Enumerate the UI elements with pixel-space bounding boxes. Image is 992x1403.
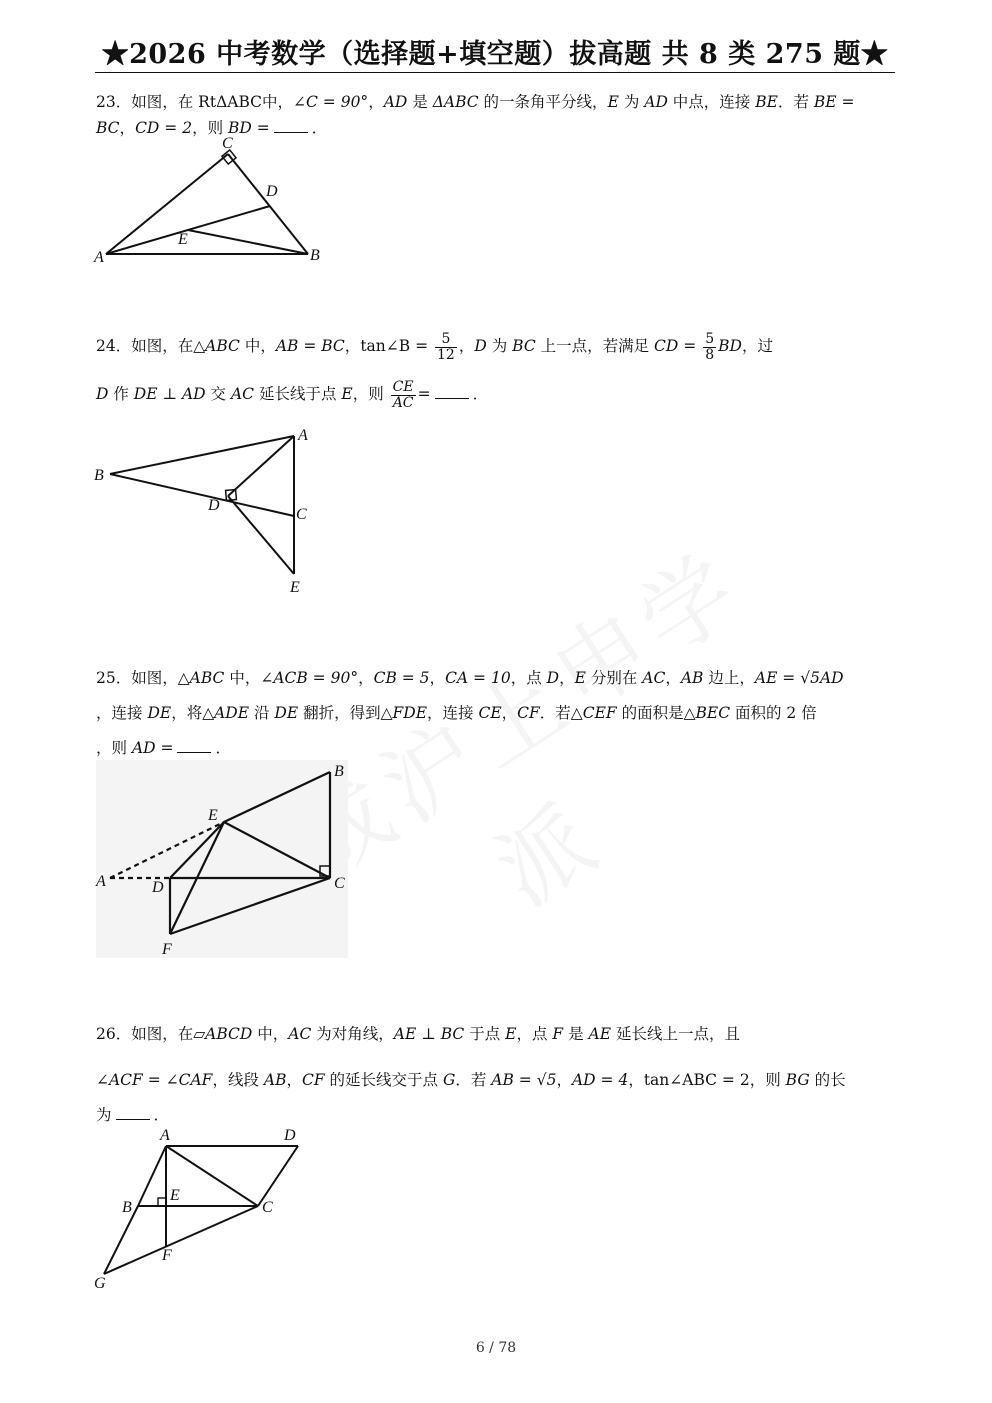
fraction-5-8: $\frac{5}{8}$ — [705, 331, 715, 363]
q26-label-C: C — [262, 1199, 273, 1216]
q23-line1: 23．如图，在 RtΔABC中，∠C = 90°，AD 是 ΔABC 的一条角平分线，E 为 AD 中点，连接 BE．若 BE = — [96, 93, 855, 111]
q26-line3: 为 ． — [96, 1106, 170, 1124]
q26-label-E: E — [170, 1187, 180, 1204]
q25-label-E: E — [208, 807, 218, 824]
q26-label-A: A — [160, 1127, 170, 1144]
q25-label-C: C — [334, 875, 345, 892]
q26-line1: 26．如图，在▱ABCD 中，AC 为对角线，AE ⊥ BC 于点 E，点 F 是 AE 延长线上一点，且 — [96, 1025, 740, 1043]
page-number: 6 / 78 — [475, 1340, 517, 1356]
q24-line2: D 作 DE ⊥ AD 交 AC 延长线于点 E，则 $\frac{CE}{AC}$ = ． — [96, 379, 489, 411]
q25-label-A: A — [96, 873, 106, 890]
q25-number: 25． — [96, 669, 132, 687]
answer-blank — [435, 384, 469, 399]
q25-figure — [90, 758, 350, 958]
answer-blank — [177, 738, 211, 753]
q23-figure — [92, 132, 332, 267]
q26-label-D: D — [284, 1127, 296, 1144]
q23-line2: BC，CD = 2，则 BD = ． — [96, 119, 328, 137]
q25-label-F: F — [162, 941, 172, 958]
q25-label-B: B — [334, 763, 344, 780]
q23-label-E: E — [178, 231, 188, 248]
q23-label-B: B — [310, 247, 320, 264]
page-title: ★2026 中考数学（选择题+填空题）拔高题 共 8 类 275 题★ — [101, 39, 889, 70]
q25-line1: 25．如图，△ABC 中，∠ACB = 90°，CB = 5，CA = 10，点 D，E 分别在 AC，AB 边上，AE = √5AD — [96, 669, 844, 687]
fraction-ce-ac: $\frac{CE}{AC}$ — [392, 379, 414, 411]
q25-line2: ，连接 DE，将△ADE 沿 DE 翻折，得到△FDE，连接 CE，CF．若△CEF 的面积是△BEC 面积的 2 倍 — [96, 704, 817, 722]
q24-label-C: C — [296, 506, 307, 523]
q26-label-F: F — [162, 1247, 172, 1264]
q24-label-E: E — [290, 579, 300, 596]
fraction-5-12: $\frac{5}{12}$ — [437, 331, 455, 363]
q24-label-D: D — [208, 497, 220, 514]
q25-line3: ，则 AD = ． — [96, 739, 231, 757]
q24-number: 24． — [96, 337, 132, 356]
q23-number: 23． — [96, 93, 132, 111]
answer-blank — [274, 118, 308, 133]
q24-label-B: B — [94, 467, 104, 484]
answer-blank — [116, 1105, 150, 1120]
q26-label-G: G — [94, 1275, 106, 1292]
q26-line2: ∠ACF = ∠CAF，线段 AB，CF 的延长线交于点 G．若 AB = √5，AD = 4，tan∠ABC = 2，则 BG 的长 — [96, 1071, 846, 1089]
title-underline — [95, 72, 895, 73]
q24-line1: 24．如图，在△ABC 中，AB = BC，tan∠B = $\frac{5}{12}$ ，D 为 BC 上一点，若满足 CD = $\frac{5}{8}$ BD，过 — [96, 331, 773, 363]
q23-label-C: C — [222, 135, 233, 152]
q23-label-A: A — [94, 249, 104, 266]
q26-figure — [90, 1124, 310, 1294]
q26-number: 26． — [96, 1025, 132, 1043]
q26-label-B: B — [122, 1199, 132, 1216]
q23-label-D: D — [266, 183, 278, 200]
q25-label-D: D — [152, 879, 164, 896]
q24-figure — [90, 424, 330, 599]
q24-label-A: A — [298, 427, 308, 444]
